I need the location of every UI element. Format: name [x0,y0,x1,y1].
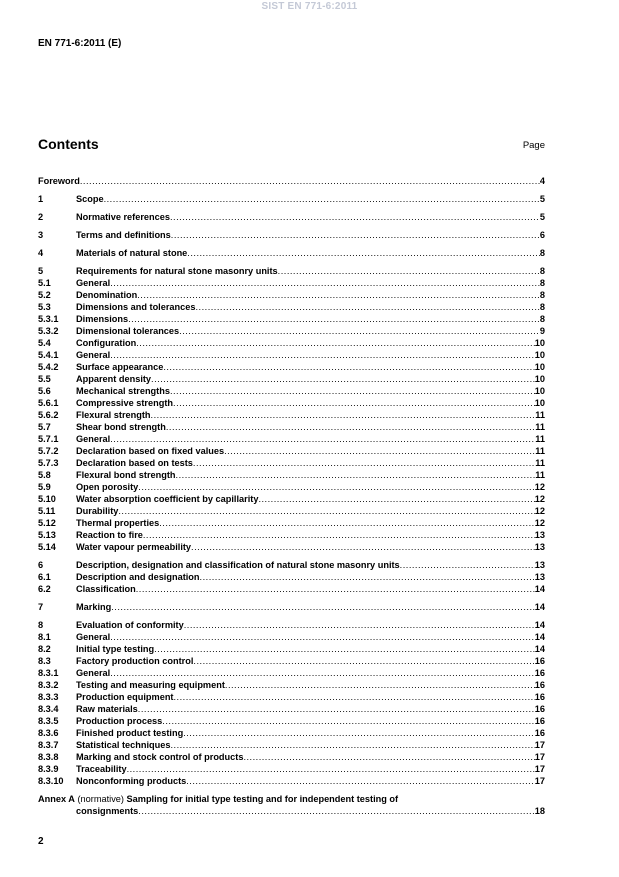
toc-entry-title: Scope [76,194,104,204]
toc-entry[interactable] [38,751,545,763]
toc-entry-number: 5.1 [38,278,51,288]
leader-dots [138,481,534,493]
toc-entry-title: Production process [76,716,163,726]
toc-entry-page: 16 [534,728,545,738]
toc-entry-title: Initial type testing [76,644,155,654]
toc-entry-number: 5.2 [38,290,51,300]
toc-entry-number: 5.7.2 [38,446,59,456]
toc-entry-page: 10 [534,362,545,372]
toc-entry-page: 8 [539,278,545,288]
toc-entry-number: 8.2 [38,644,51,654]
annex-type: (normative) [77,794,124,804]
toc-entry-number: 5 [38,266,44,276]
toc-entry-title: Compressive strength [76,398,174,408]
toc-entry[interactable] [38,445,545,457]
toc-entry-number: 5.4 [38,338,51,348]
leader-dots [159,517,535,529]
page-column-label: Page [522,140,545,151]
leader-dots [193,457,535,469]
toc-entry-number: 8.3.3 [38,692,59,702]
leader-dots [104,193,540,205]
toc-entry-title: Materials of natural stone [76,248,188,258]
toc-entry[interactable] [38,583,545,595]
leader-dots [224,445,535,457]
leader-dots [151,409,536,421]
toc-entry-title: Raw materials [76,704,138,714]
leader-dots [183,727,535,739]
toc-entry[interactable] [38,529,545,541]
toc-entry-title: Terms and definitions [76,230,171,240]
toc-entry[interactable] [38,211,545,223]
leader-dots [278,265,540,277]
toc-entry-page: 16 [534,656,545,666]
leader-dots [200,571,535,583]
toc-entry-page: 6 [539,230,545,240]
toc-entry-title: Apparent density [76,374,152,384]
toc-entry-title: General [76,668,111,678]
toc-entry[interactable] [38,433,545,445]
toc-entry-page: 8 [539,314,545,324]
leader-dots [118,505,534,517]
toc-entry-number: 8.3.1 [38,668,59,678]
toc-entry[interactable] [38,277,545,289]
toc-entry-number: 5.3 [38,302,51,312]
toc-entry[interactable] [38,385,545,397]
annex-title-line2: consignments [76,806,139,816]
toc-entry[interactable] [38,175,545,187]
toc-entry[interactable] [38,313,545,325]
toc-entry[interactable] [38,301,545,313]
toc-entry-page: 8 [539,302,545,312]
toc-entry-title: Description and designation [76,572,200,582]
toc-entry[interactable] [38,691,545,703]
toc-entry[interactable] [38,337,545,349]
toc-entry-page: 11 [535,422,545,432]
leader-dots [80,175,540,187]
toc-entry[interactable] [38,559,545,571]
annex-label: Annex A [38,794,75,804]
toc-entry-number: 5.14 [38,542,56,552]
toc-entry[interactable] [38,541,545,553]
toc-entry-page: 9 [539,326,545,336]
toc-entry-title: Water absorption coefficient by capillarity [76,494,259,504]
toc-entry[interactable] [38,679,545,691]
toc-entry-page: 16 [534,680,545,690]
toc-annex-a-continued[interactable] [38,805,545,817]
toc-entry-title: Declaration based on tests [76,458,193,468]
contents-title: Contents [38,136,99,152]
toc-entry[interactable] [38,373,545,385]
toc-entry-number: 5.7.3 [38,458,59,468]
toc-annex-a[interactable] [38,793,545,805]
toc-entry-number: 8.3.10 [38,776,64,786]
toc-entry[interactable] [38,325,545,337]
toc-entry-page: 10 [534,338,545,348]
toc-entry[interactable] [38,193,545,205]
toc-entry[interactable] [38,361,545,373]
toc-entry-number: 4 [38,248,44,258]
toc-entry-page: 14 [534,620,545,630]
toc-entry-number: 1 [38,194,44,204]
toc-entry-page: 10 [534,386,545,396]
toc-entry[interactable] [38,667,545,679]
toc-entry[interactable] [38,775,545,787]
leader-dots [162,715,534,727]
toc-entry-title: Surface appearance [76,362,164,372]
leader-dots [225,679,535,691]
toc-entry[interactable] [38,715,545,727]
toc-entry-title: Foreword [38,176,80,186]
toc-entry-number: 8.3.7 [38,740,59,750]
toc-entry-page: 8 [539,248,545,258]
toc-entry-title: Testing and measuring equipment [76,680,225,690]
toc-entry-page: 14 [534,644,545,654]
leader-dots [170,385,535,397]
toc-entry-page: 4 [539,176,545,186]
toc-entry[interactable] [38,571,545,583]
leader-dots [128,313,540,325]
toc-entry-title: Traceability [76,764,127,774]
toc-entry-number: 5.7 [38,422,51,432]
toc-entry[interactable] [38,739,545,751]
toc-entry-number: 5.7.1 [38,434,59,444]
toc-entry-number: 6.1 [38,572,51,582]
leader-dots [138,805,534,817]
toc-entry-page: 12 [534,518,545,528]
toc-entry-page: 10 [534,374,545,384]
page-number: 2 [38,836,44,847]
toc-entry-title: Flexural strength [76,410,151,420]
toc-entry[interactable] [38,409,545,421]
toc-entry-page: 14 [534,602,545,612]
toc-entry-number: 8.3.8 [38,752,59,762]
leader-dots [258,493,534,505]
leader-dots [170,211,540,223]
toc-entry[interactable] [38,643,545,655]
toc-entry[interactable] [38,703,545,715]
toc-entry[interactable] [38,289,545,301]
leader-dots [143,529,535,541]
toc-entry-title: Classification [76,584,136,594]
toc-entry-page: 5 [539,194,545,204]
toc-entry-title: Marking [76,602,112,612]
toc-entry-title: Reaction to fire [76,530,143,540]
toc-entry-number: 2 [38,212,44,222]
toc-entry-title: Durability [76,506,119,516]
toc-entry[interactable] [38,469,545,481]
toc-entry-number: 5.12 [38,518,56,528]
toc-entry-title: Factory production control [76,656,194,666]
toc-entry-number: 5.4.1 [38,350,59,360]
toc-entry-title: Shear bond strength [76,422,166,432]
toc-entry-page: 11 [535,410,545,420]
toc-entry-page: 12 [534,482,545,492]
toc-entry-page: 16 [534,716,545,726]
toc-entry-number: 5.3.1 [38,314,59,324]
toc-entry[interactable] [38,517,545,529]
leader-dots [243,751,534,763]
toc-entry-number: 5.6.2 [38,410,59,420]
toc-entry-number: 5.10 [38,494,56,504]
toc-entry-page: 5 [539,212,545,222]
toc-entry-page: 17 [534,764,545,774]
leader-dots [195,301,539,313]
toc-entry-page: 17 [534,752,545,762]
toc-entry[interactable] [38,265,545,277]
toc-entry-number: 3 [38,230,44,240]
toc-entry[interactable] [38,481,545,493]
toc-entry-title: Marking and stock control of products [76,752,244,762]
leader-dots [110,631,535,643]
toc-entry-page: 10 [534,398,545,408]
toc-entry-title: Requirements for natural stone masonry units [76,266,278,276]
toc-entry-number: 5.11 [38,506,56,516]
leader-dots [400,559,535,571]
toc-entry[interactable] [38,421,545,433]
toc-entry[interactable] [38,229,545,241]
leader-dots [173,397,535,409]
toc-entry-title: Normative references [76,212,170,222]
toc-entry-number: 7 [38,602,44,612]
leader-dots [110,433,535,445]
toc-entry-page: 13 [534,560,545,570]
leader-dots [111,601,535,613]
leader-dots [184,619,535,631]
toc-entry-page: 11 [535,458,545,468]
toc-entry-number: 8.3.9 [38,764,59,774]
toc-entry-title: General [76,350,111,360]
toc-entry-number: 8.3.2 [38,680,59,690]
toc-entry-title: Statistical techniques [76,740,171,750]
toc-entry-page: 17 [534,740,545,750]
toc-entry[interactable] [38,601,545,613]
leader-dots [151,373,535,385]
toc-entry-title: Production equipment [76,692,174,702]
leader-dots [110,349,535,361]
toc-entry-number: 6.2 [38,584,51,594]
document-header: EN 771-6:2011 (E) [38,38,122,49]
leader-dots [136,337,535,349]
leader-dots [179,325,540,337]
watermark: SIST EN 771-6:2011 [261,1,358,12]
leader-dots [163,361,534,373]
toc-entry[interactable] [38,631,545,643]
table-of-contents [38,175,545,817]
toc-entry-number: 8.3 [38,656,51,666]
toc-entry-title: Mechanical strengths [76,386,170,396]
toc-entry-title: Nonconforming products [76,776,187,786]
toc-entry-title: Thermal properties [76,518,160,528]
toc-entry-title: Dimensions [76,314,129,324]
toc-entry-page: 12 [534,506,545,516]
leader-dots [176,469,536,481]
toc-entry-number: 5.5 [38,374,51,384]
toc-entry-page: 8 [539,290,545,300]
leader-dots [171,229,540,241]
leader-dots [186,775,535,787]
leader-dots [127,763,535,775]
toc-entry-page: 14 [534,584,545,594]
toc-entry-number: 5.8 [38,470,51,480]
toc-entry-page: 8 [539,266,545,276]
leader-dots [166,421,535,433]
toc-entry-number: 8.3.4 [38,704,59,714]
toc-entry-title: Evaluation of conformity [76,620,184,630]
toc-entry-title: Open porosity [76,482,139,492]
toc-entry-page: 13 [534,530,545,540]
toc-entry-title: Description, designation and classification of natural stone masonry units [76,560,400,570]
toc-entry-title: Finished product testing [76,728,184,738]
toc-entry[interactable] [38,763,545,775]
toc-entry-page: 12 [534,494,545,504]
toc-entry-title: General [76,434,111,444]
toc-entry[interactable] [38,727,545,739]
toc-entry[interactable] [38,619,545,631]
toc-entry-page: 11 [535,446,545,456]
toc-entry-number: 8.1 [38,632,51,642]
toc-entry-number: 8.3.5 [38,716,59,726]
leader-dots [136,583,535,595]
toc-entry[interactable] [38,349,545,361]
toc-entry-number: 5.4.2 [38,362,59,372]
toc-entry[interactable] [38,655,545,667]
toc-entry-title: Dimensions and tolerances [76,302,196,312]
toc-entry-page: 13 [534,542,545,552]
toc-entry-title: Flexural bond strength [76,470,176,480]
toc-entry-title: General [76,278,111,288]
toc-entry[interactable] [38,505,545,517]
toc-entry-title: Declaration based on fixed values [76,446,225,456]
toc-entry-page: 17 [534,776,545,786]
toc-entry-page: 13 [534,572,545,582]
toc-entry-title: Denomination [76,290,138,300]
toc-entry-number: 8 [38,620,44,630]
toc-entry[interactable] [38,457,545,469]
toc-entry-number: 6 [38,560,44,570]
leader-dots [138,703,535,715]
leader-dots [110,277,540,289]
toc-entry-number: 5.13 [38,530,56,540]
leader-dots [154,643,535,655]
toc-entry-number: 5.6 [38,386,51,396]
toc-entry-number: 8.3.6 [38,728,59,738]
toc-entry-number: 5.6.1 [38,398,59,408]
leader-dots [187,247,540,259]
toc-entry[interactable] [38,493,545,505]
annex-page: 18 [534,806,545,816]
toc-entry-number: 5.9 [38,482,51,492]
toc-entry-title: Water vapour permeability [76,542,192,552]
toc-entry-page: 16 [534,692,545,702]
toc-entry-page: 10 [534,350,545,360]
toc-entry-title: Configuration [76,338,137,348]
annex-title-line1: Sampling for initial type testing and for independent testing of [126,794,399,804]
leader-dots [174,691,535,703]
leader-dots [193,655,534,667]
toc-entry-page: 11 [535,470,545,480]
toc-entry-page: 16 [534,704,545,714]
leader-dots [137,289,540,301]
leader-dots [170,739,534,751]
toc-entry-title: Dimensional tolerances [76,326,180,336]
toc-entry-page: 11 [535,434,545,444]
toc-entry[interactable] [38,247,545,259]
toc-entry-page: 14 [534,632,545,642]
toc-entry[interactable] [38,397,545,409]
leader-dots [191,541,535,553]
toc-entry-number: 5.3.2 [38,326,59,336]
toc-entry-page: 16 [534,668,545,678]
toc-entry-title: General [76,632,111,642]
leader-dots [110,667,535,679]
